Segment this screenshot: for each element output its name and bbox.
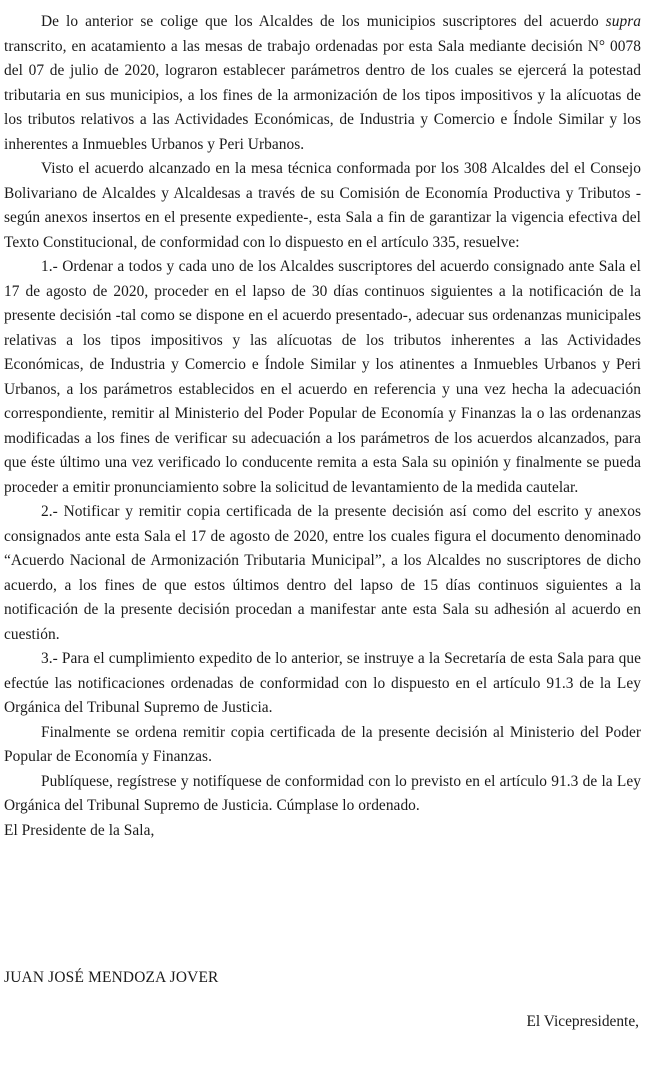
closing-presidente: El Presidente de la Sala, <box>4 821 155 839</box>
paragraph-finalmente: Finalmente se ordena remitir copia certificada de la presente decisión al Ministerio del Poder Popular de Economía y Finanzas. <box>4 723 641 765</box>
paragraph-intro-start: De lo anterior se colige que los Alcaldes de los municipios suscriptores del acuerdo <box>41 13 606 30</box>
paragraph-intro <box>4 10 641 157</box>
paragraph-intro-end: transcrito, en acatamiento a las mesas de trabajo ordenadas por esta Sala mediante decisión N° 0078 del 07 de julio de 2020, lograron establecer parámetros dentro de los cuales se ejercerá la potestad tributaria en sus municipios, a los fines de la armonización de los tipos impositivos y la alícuotas de los tributos relativos a las Actividades Económicas, de Industria y Comercio e Índole Similar y los inherentes a Inmuebles Urbanos y Peri Urbanos. <box>4 37 641 153</box>
signatory-name: JUAN JOSÉ MENDOZA JOVER <box>4 969 219 986</box>
vicepresidente-label: El Vicepresidente, <box>526 1013 639 1030</box>
paragraph-resolution-2: 2.- Notificar y remitir copia certificada de la presente decisión así como del escrito y anexos consignados ante esta Sala el 17 de agosto de 2020, entre los cuales figura el documento denominado “Acuerdo Nacional de Armonización Tributaria Municipal”, a los Alcaldes no suscriptores de dicho acuerdo, a los fines de que estos últimos dentro del lapso de 15 días continuos siguientes a la notificación de la presente decisión procedan a manifestar ante esta Sala su adhesión al acuerdo en cuestión. <box>4 503 641 643</box>
paragraph-publiquese: Publíquese, regístrese y notifíquese de conformidad con lo previsto en el artículo 91.3 de la Ley Orgánica del Tribunal Supremo de Justicia. Cúmplase lo ordenado. <box>4 772 641 814</box>
paragraph-resolution-1: 1.- Ordenar a todos y cada uno de los Alcaldes suscriptores del acuerdo consignado ante Sala el 17 de agosto de 2020, proceder en el lapso de 30 días continuos siguientes a la notificación de la presente decisión -tal como se dispone en el acuerdo presentado-, adecuar sus ordenanzas municipales relativas a los tipos impositivos y las alícuotas de los tributos inherentes a las Actividades Económicas, de Industria y Comercio e Índole Similar y los atinentes a Inmuebles Urbanos y Peri Urbanos, a los parámetros establecidos en el acuerdo en referencia y una vez hecha la adecuación correspondiente, remitir al Ministerio del Poder Popular de Economía y Finanzas la o las ordenanzas modificadas a los fines de verificar su adecuación a los parámetros de los acuerdos alcanzados, para que éste último una vez verificado lo conducente remita a esta Sala su opinión y finalmente se pueda proceder a emitir pronunciamiento sobre la solicitud de levantamiento de la medida cautelar. <box>4 258 641 496</box>
paragraph-visto: Visto el acuerdo alcanzado en la mesa técnica conformada por los 308 Alcaldes del el Consejo Bolivariano de Alcaldes y Alcaldesas a través de su Comisión de Economía Productiva y Tributos -según anexos insertos en el presente expediente-, esta Sala a fin de garantizar la vigencia efectiva del Texto Constitucional, de conformidad con lo dispuesto en el artículo 335, resuelve: <box>4 160 641 251</box>
paragraph-resolution-3: 3.- Para el cumplimiento expedito de lo anterior, se instruye a la Secretaría de esta Sala para que efectúe las notificaciones ordenadas de conformidad con lo dispuesto en el artículo 91.3 de la Ley Orgánica del Tribunal Supremo de Justicia. <box>4 650 641 716</box>
supra-italic: supra <box>605 13 641 30</box>
document-body <box>4 10 641 843</box>
